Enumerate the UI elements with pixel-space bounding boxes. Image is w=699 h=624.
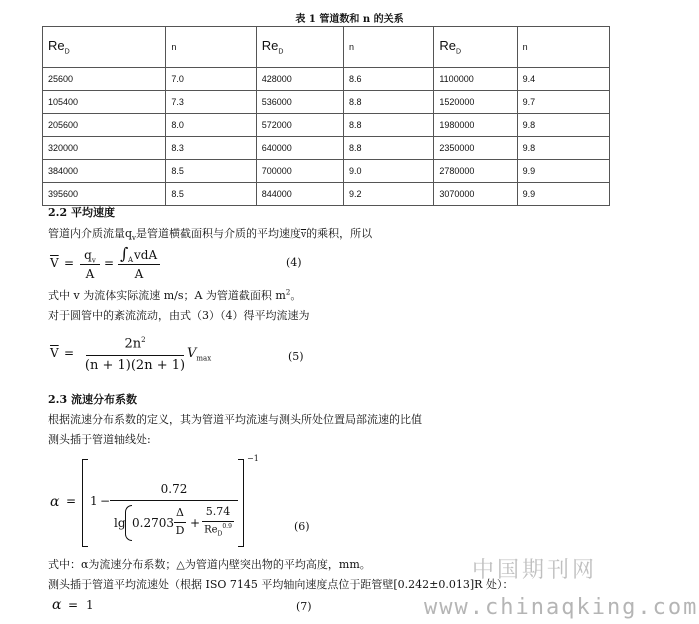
cell-n: 8.5 (166, 160, 256, 183)
table-row (43, 160, 610, 183)
eq4-num1: $q_v$ (84, 248, 96, 265)
eq6-left-bracket (82, 459, 88, 547)
re-n-table (42, 26, 610, 206)
eq4-equals: = (64, 256, 75, 270)
eq4-den2: A (134, 267, 144, 281)
eq6-equals: = (66, 494, 77, 508)
eq5-equals: = (64, 346, 75, 360)
cell-red: 844000 (256, 183, 343, 206)
cell-n: 8.5 (166, 183, 256, 206)
header-red-2: $Re_D$ (256, 27, 343, 68)
cell-red: 536000 (256, 91, 343, 114)
eq6-D: D (175, 524, 185, 537)
cell-red: 205600 (43, 114, 166, 137)
cell-red: 384000 (43, 160, 166, 183)
cell-n: 8.6 (344, 68, 434, 91)
eq5-vmax: $V_{max}$ (187, 346, 212, 363)
eq6-minus: − (100, 494, 111, 508)
cell-n: 9.9 (517, 183, 609, 206)
cell-red: 2780000 (434, 160, 517, 183)
eq4-integral: ∫ (120, 244, 129, 263)
cell-n: 8.8 (344, 137, 434, 160)
cell-n: 9.7 (517, 91, 609, 114)
cell-red: 105400 (43, 91, 166, 114)
watermark-chinese: 中国期刊网 (472, 558, 598, 583)
eq6-right-bracket (238, 459, 244, 547)
cell-red: 1520000 (434, 91, 517, 114)
cell-n: 9.8 (517, 137, 609, 160)
section-2-2-title: 2.2 平均速度 (48, 206, 115, 219)
eq6-alpha: α (50, 494, 60, 510)
cell-n: 9.8 (517, 114, 609, 137)
eq6-delta: Δ (176, 506, 184, 519)
cell-red: 3070000 (434, 183, 517, 206)
eq6-one: 1 (90, 494, 98, 508)
eq4-fracbar2 (118, 264, 160, 265)
eq6-k: 5.74 (205, 505, 231, 518)
eq4-vbar: $\overline{V}$ (50, 256, 59, 270)
table-row (43, 114, 610, 137)
eq6-fracbar (110, 500, 238, 501)
eq5-vbar: $\overline{V}$ (50, 346, 59, 360)
cell-red: 640000 (256, 137, 343, 160)
cell-n: 9.9 (517, 160, 609, 183)
section-2-3-line2: 测头插于管道轴线处: (48, 433, 151, 446)
eq7-number: (7) (296, 600, 312, 613)
eq4-number: (4) (286, 256, 302, 269)
section-2-3-line1: 根据流速分布系数的定义，其为管道平均流速与测头所处位置局部流速的比值 (48, 413, 422, 426)
eq6-number: (6) (294, 520, 310, 533)
header-n-2: n (344, 27, 434, 68)
cell-red: 2350000 (434, 137, 517, 160)
section-2-3-line3: 测头插于管道平均流速处（根据 ISO 7145 平均轴向速度点位于距管壁[0.242±0.013]R 处）： (48, 578, 514, 591)
cell-n: 7.0 (166, 68, 256, 91)
eq7-value: 1 (86, 598, 94, 612)
header-red-3: $Re_D$ (434, 27, 517, 68)
eq6-re: $Re_D^{0.9}$ (204, 523, 232, 538)
eq4-den1: A (85, 267, 95, 281)
cell-n: 8.8 (344, 114, 434, 137)
cell-red: 700000 (256, 160, 343, 183)
table-row (43, 68, 610, 91)
cell-red: 1980000 (434, 114, 517, 137)
eq6-lg: lg (114, 516, 126, 530)
eq4-fracbar1 (80, 264, 100, 265)
table-row (43, 183, 610, 206)
section-2-2-line2: 对于圆管中的紊流流动，由式（3）（4）得平均流速为 (48, 309, 310, 322)
eq7-equals: = (68, 598, 79, 612)
section-2-2-intro: 管道内介质流量$q_v$是管道横截面积与介质的平均速度$\overline{v}$的乘积，所以 (48, 227, 373, 243)
eq4-equals-2: = (104, 256, 115, 270)
eq6-num: 0.72 (160, 482, 188, 496)
watermark-url: www.chinaqking.com (424, 595, 699, 620)
table-caption: 表 1 管道数和 n 的关系 (295, 14, 404, 25)
cell-red: 572000 (256, 114, 343, 137)
cell-red: 1100000 (434, 68, 517, 91)
eq5-num: $2n^2$ (124, 336, 146, 352)
eq4-int-sub: A (128, 256, 134, 264)
cell-red: 25600 (43, 68, 166, 91)
eq6-left-paren (125, 505, 132, 541)
header-red-1: $Re_D$ (43, 27, 166, 68)
cell-n: 8.3 (166, 137, 256, 160)
section-2-3-title: 2.3 流速分布系数 (48, 393, 137, 406)
cell-red: 395600 (43, 183, 166, 206)
eq6-plus: + (190, 516, 201, 530)
table-row (43, 137, 610, 160)
eq7-alpha: α (52, 597, 62, 613)
eq6-coef: 0.2703 (132, 516, 174, 530)
cell-red: 320000 (43, 137, 166, 160)
section-2-3-where: 式中：α为流速分布系数；△为管道内壁突出物的平均高度，mm。 (48, 558, 371, 571)
cell-n: 7.3 (166, 91, 256, 114)
eq5-fracbar (86, 355, 184, 356)
cell-n: 9.4 (517, 68, 609, 91)
eq6-power: −1 (247, 454, 259, 463)
table-header-row (43, 27, 610, 68)
eq5-number: (5) (288, 350, 304, 363)
cell-n: 8.0 (166, 114, 256, 137)
eq5-den: (n + 1)(2n + 1) (84, 358, 186, 373)
table-row (43, 91, 610, 114)
cell-n: 9.2 (344, 183, 434, 206)
cell-red: 428000 (256, 68, 343, 91)
eq6-delta-bar (174, 522, 186, 523)
cell-n: 8.8 (344, 91, 434, 114)
header-n-1: n (166, 27, 256, 68)
eq4-num2: vdA (134, 248, 158, 262)
header-n-3: n (517, 27, 609, 68)
eq6-k-bar (202, 521, 234, 522)
cell-n: 9.0 (344, 160, 434, 183)
section-2-2-where: 式中 v 为流体实际流速 m/s；A 为管道截面积 $m^2$。 (48, 288, 302, 302)
